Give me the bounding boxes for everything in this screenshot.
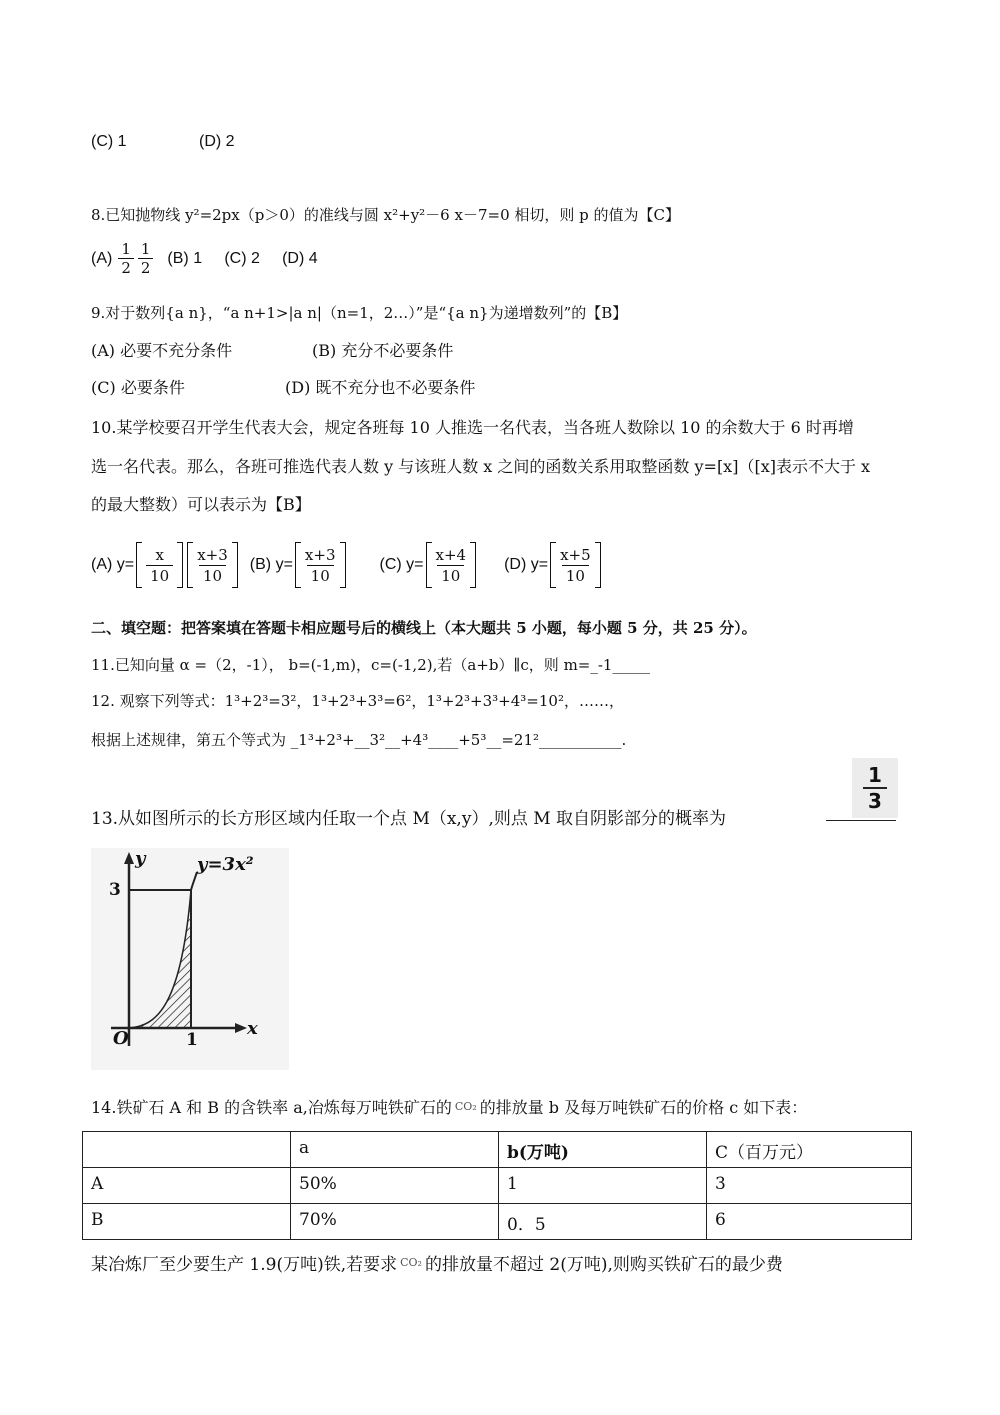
q14-footer [91,1250,783,1275]
q14-foot-post: 的排放量不超过 2(万吨),则购买铁矿石的最少费 [424,1255,783,1275]
q14-foot-pre: 某冶炼厂至少要生产 1.9(万吨)铁,若要求 [91,1255,398,1275]
table-cell: 0．5 [499,1204,707,1240]
q11-question: 11.已知向量 α =（2，-1）， b=(-1,m)，c=(-1,2),若（a+b）∥c，则 m=_-1_____ [91,656,650,674]
q10-a-bracket-2 [187,542,238,588]
table-cell: A [83,1168,291,1204]
q14-question [91,1095,807,1118]
table-cell: 70% [291,1204,499,1240]
q8-frac2-num: 1 [140,240,151,258]
table-cell: 50% [291,1168,499,1204]
table-row [83,1168,912,1204]
q13-answer-line [826,820,896,821]
q14-foot-co2: CO₂ [400,1256,422,1269]
q10-a-bracket-1 [136,542,183,588]
y-axis-arrow [124,852,134,864]
table-cell: 1 [499,1168,707,1204]
q8-question: 8.已知抛物线 y²=2px（p＞0）的准线与圆 x²+y²－6 x－7=0 相切，则 p 的值为【C】 [91,206,680,224]
q10-option-b-label: (B) y= [249,556,293,573]
q10-option-d-label: (D) y= [504,556,549,573]
table-row [83,1204,912,1240]
q14-text-post: 的排放量 b 及每万吨铁矿石的价格 c 如下表： [479,1098,808,1117]
q10-line-1: 10.某学校要召开学生代表大会，规定各班每 10 人推选一名代表，当各班人数除以 10 的余数大于 6 时再增 [91,418,854,437]
shaded-region [129,890,191,1028]
q13-graph [91,848,289,1070]
section-2-heading: 二、填空题：把答案填在答题卡相应题号后的横线上（本大题共 5 小题，每小题 5 分，共 25 分）。 [91,619,757,637]
table-header-row [83,1132,912,1168]
q10-d-bracket [550,542,601,588]
q8-frac1-num: 1 [121,240,131,258]
q9-option-a: (A) 必要不充分条件 [91,341,233,360]
q10-c-bracket [426,542,477,588]
graph-origin: O [113,1028,129,1049]
q10-a2-num: x+3 [197,545,228,564]
q9-option-d: (D) 既不充分也不必要条件 [285,378,476,397]
q10-a2-den: 10 [199,565,226,586]
graph-func-label: y=3x² [197,854,254,875]
table-header-cell: C（百万元） [707,1132,912,1168]
q10-b-den: 10 [307,565,334,586]
q8-options-rest: (B) 1 (C) 2 (D) 4 [167,249,318,267]
q14-text-pre: 14.铁矿石 A 和 B 的含铁率 a,冶炼每万吨铁矿石的 [91,1098,452,1117]
q12-line-2: 根据上述规律，第五个等式为 _1³+2³+__3²__+4³____+5³__=21²___________. [91,731,627,749]
q7-option-d: (D) 2 [199,133,235,150]
q12-line-1: 12. 观察下列等式：1³+2³=3²，1³+2³+3³=6²，1³+2³+3³+4³=10²，……， [91,692,624,710]
q8-fraction-1 [118,240,134,277]
q10-line-2: 选一名代表。那么，各班可推选代表人数 y 与该班人数 x 之间的函数关系用取整函数 y=[x]（[x]表示不大于 x [91,457,871,476]
table-header-cell: a [291,1132,499,1168]
q10-b-bracket [295,542,346,588]
q10-c-den: 10 [437,565,464,586]
q10-c-num: x+4 [435,545,467,564]
q8-options [91,240,318,277]
q8-fraction-2 [138,240,154,277]
q13-answer-den: 3 [868,789,882,813]
graph-tick-3: 3 [109,880,121,900]
table-header-cell: b(万吨) [499,1132,707,1168]
q10-b-num: x+3 [304,545,336,564]
q8-option-a-label: (A) [91,249,113,267]
q14-co2: CO₂ [454,1100,477,1113]
q10-a1-den: 10 [146,565,173,586]
q10-a1-num: x [155,545,164,564]
q10-d-den: 10 [562,565,589,586]
q9-question: 9.对于数列{a n}，“a n+1>|a n|（n=1，2…）”是“{a n}为递增数列”的【B】 [91,304,628,322]
q14-table [82,1131,912,1240]
graph-tick-1: 1 [186,1030,198,1050]
graph-x-label: x [247,1018,258,1039]
q10-d-num: x+5 [560,545,591,564]
table-cell: 6 [707,1204,912,1240]
q10-line-3: 的最大整数）可以表示为【B】 [91,495,311,514]
q13-answer-num: 1 [868,763,882,787]
x-axis-arrow [235,1023,247,1033]
q9-option-b: (B) 充分不必要条件 [312,341,454,360]
q13-answer-image [852,758,898,818]
table-cell: B [83,1204,291,1240]
table-cell: 3 [707,1168,912,1204]
q8-frac2-den: 2 [138,258,154,277]
table-header-cell [83,1132,291,1168]
graph-y-label: y [135,848,146,869]
q8-frac1-den: 2 [118,258,134,277]
q10-option-a-label: (A) y= [91,556,135,573]
q10-option-c-label: (C) y= [379,556,424,573]
q7-option-c: (C) 1 [91,133,127,150]
q13-question: 13.从如图所示的长方形区域内任取一个点 M（x,y）,则点 M 取自阴影部分的概率为 [91,809,727,829]
q10-options [91,542,603,588]
q9-option-c: (C) 必要条件 [91,378,185,397]
